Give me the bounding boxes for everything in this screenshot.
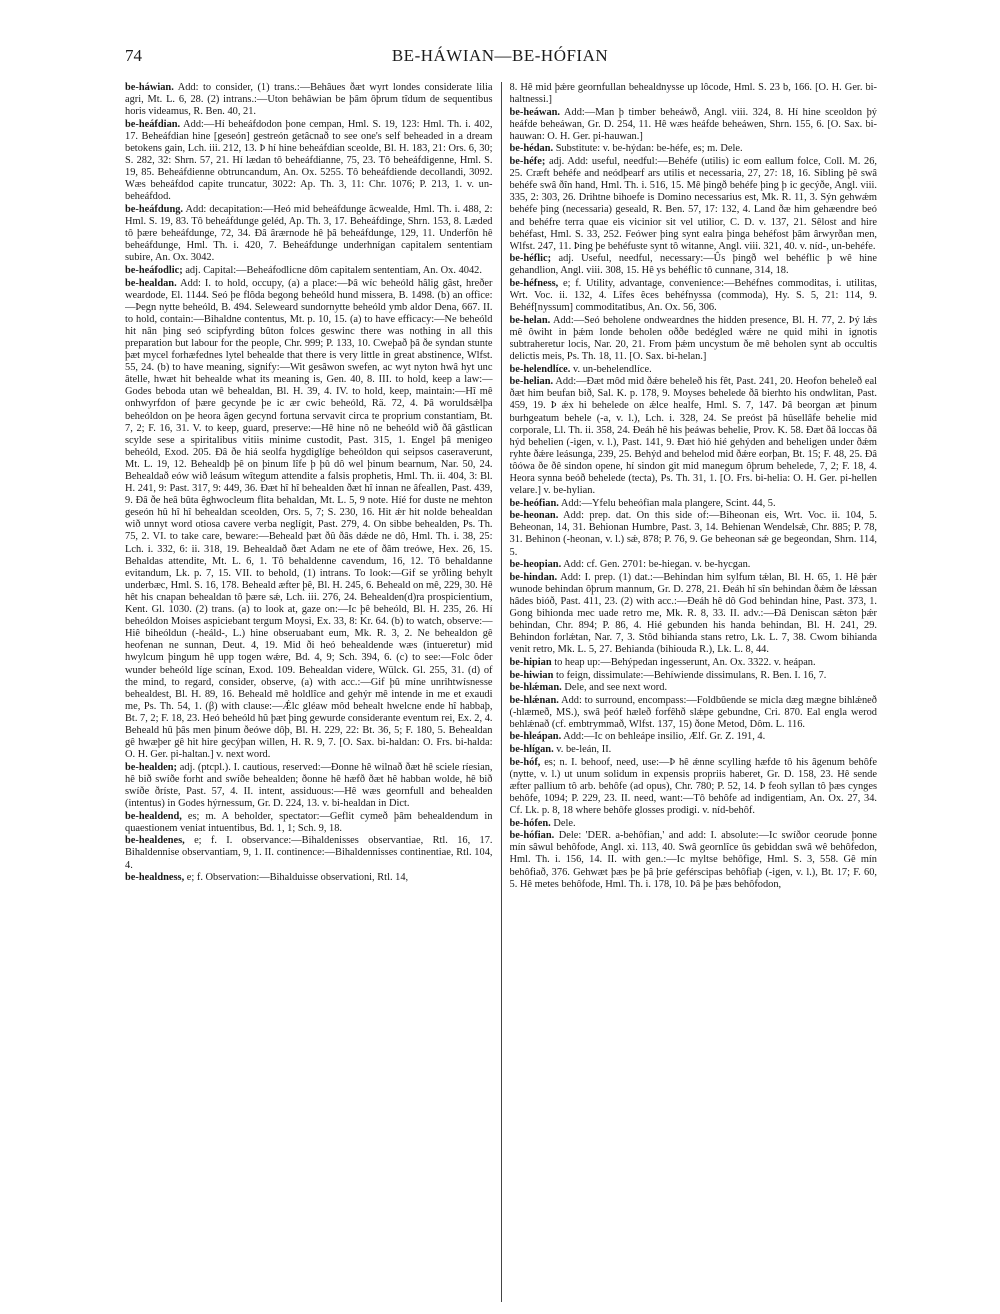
dictionary-entry bbox=[510, 364, 878, 376]
dictionary-entry bbox=[125, 82, 493, 118]
dictionary-entry bbox=[125, 835, 493, 871]
entry-headword: be-héfness, bbox=[509, 278, 559, 289]
entry-text: v. un-behelendlíce. bbox=[570, 363, 652, 375]
entry-headword: be-hófen. bbox=[509, 817, 551, 829]
right-column bbox=[510, 82, 878, 1302]
entry-text: Add:—Hí beheáfdodon þone cempan, Hml. S. 19, 123: Hml. Th. i. 402, 17. Beheáfdian hine [geseón] gestreón getâcnað to see one's self beheaded in a dream betokens gain, Lch. iii. 212, 13. Þ hí hine beheáfdian sceolde, Bl. H. 183, 21: Ors. 6, 30; S. 282, 32: Shrn. 57, 21. Hí lædan tô beheáfdianne, 75, 23. Tô beheáfdigenne, Hml. S. 19, 85. Beheáfdienne obtruncandum, An. Ox. 5255. Tô beheáfdiende decollandi, 3092. Wæs beheáfdod capite truncatur, 3022: Ap. Th. 3, 11: Chr. 1076; P. 213, 1. v. un-beheáfdod. bbox=[125, 118, 493, 203]
entry-headword: be-healdend, bbox=[125, 810, 182, 822]
entry-headword: be-helian. bbox=[509, 376, 554, 388]
dictionary-entry bbox=[510, 376, 878, 497]
entry-headword: be-heáwan. bbox=[509, 106, 561, 118]
entry-headword: be-hóf, bbox=[509, 756, 541, 768]
dictionary-entry bbox=[510, 82, 878, 106]
entry-headword: be-hédan. bbox=[509, 143, 554, 155]
entry-text: v. be-leán, II. bbox=[553, 744, 612, 756]
entry-text: e; f. Utility, advantage, convenience:—Behéfnes commoditas, i. utilitas, Wrt. Voc. ii. 132, 4. Lîfes êces behéfnyssa (commoda), Hy. S. 5, 21: 114, 9. Behéf[nyssum] commoditatibus, An. Ox. 56, 306. bbox=[509, 278, 877, 314]
entry-headword: be-heáfdung. bbox=[125, 203, 184, 215]
entry-text: e; f. I. observance:—Bihaldenisses observantiae, Rtl. 16, 17. Bihaldennise observantiam, 9, 1. II. continence:—Bihaldennisses continentiae, Rtl. 104, 4. bbox=[125, 835, 493, 871]
dictionary-entry bbox=[510, 731, 878, 743]
entry-text: Add: I. prep. (1) dat.:—Behindan him sylfum tǽlan, Bl. H. 65, 1. Hê þǽr wunode behindan ôþrum mannum, Gr. D. 278, 21. Ðeáh hî sîn behindan ðǽm ðe lǽssan hâdes bióð, Past. 411, 23. (2) with acc.:—Ðeáh hê dô God behindan hine, Past. 373, 1. Gong bihionda mec uade retro me, Mk. R. 8, 33. II. adv.:—Ðâ Deniscan sǽton þǽr behindan, Chr. 894; P. 86, 4. Hié gebunden his handa behindan, Bl. H. 241, 29. Behindon forlǽtan, Nar. 7, 3. Stôd bihianda stans retro, Lk. L. 7, 38. Cwom bihianda venit retro, Mk. L. 5, 27. Behianda (bihiouda R.), Lk. L. 8, 44. bbox=[509, 571, 877, 656]
left-column bbox=[125, 82, 493, 1302]
page-header bbox=[125, 46, 875, 70]
entry-text: Dele, and see next word. bbox=[561, 682, 668, 694]
entry-text: Add:—Yfelu beheófian mala plangere, Scint. 44, 5. bbox=[558, 497, 776, 509]
dictionary-entry bbox=[125, 119, 493, 204]
dictionary-entry bbox=[510, 757, 878, 817]
dictionary-entry bbox=[510, 682, 878, 694]
dictionary-entry bbox=[510, 498, 878, 510]
entry-headword: be-hlǽnan. bbox=[509, 694, 559, 706]
entry-headword: be-heáfdian. bbox=[125, 118, 181, 130]
page-number: 74 bbox=[125, 46, 142, 65]
dictionary-entry bbox=[510, 278, 878, 314]
entry-headword: be-healdan. bbox=[125, 277, 177, 289]
entry-text: e; f. Observation:—Bihalduisse observationi, Rtl. 14, bbox=[184, 872, 409, 884]
entry-headword: be-heófian. bbox=[509, 497, 559, 509]
entry-headword: be-hiwian bbox=[509, 669, 554, 681]
dictionary-entry bbox=[510, 510, 878, 558]
entry-headword: be-héflic; bbox=[509, 253, 552, 265]
dictionary-entry bbox=[510, 156, 878, 253]
entry-headword: be-helan. bbox=[509, 314, 551, 326]
entry-headword: be-healdness, bbox=[125, 872, 185, 884]
dictionary-entry bbox=[510, 572, 878, 657]
entry-text: adj. Useful, needful, necessary:—Ûs þingð wel behéflic þ wê hine gehandlion, Angl. viii. 308, 15. Hê ys behéflic tô cunnane, 314, 18. bbox=[509, 253, 877, 277]
dictionary-entry bbox=[510, 315, 878, 363]
entry-text: Add: decapitation:—Heó mid beheáfdunge âcwealde, Hml. Th. i. 488, 2: Hml. S. 19, 83. Tô beheáfdunge geléd, Ap. Th. 3, 17. Beheáfdinge, Shrn. 153, 8. Læded tô þære beheáfdunge, 72, 34. Ðâ ârærnode hê þâ beheáfdunge, 129, 11. Underfôn hê beheáfdunge, Hml. Th. i. 420, 7. Beheáfdunge underhnígan capitalem sententiam subire, An. Ox. 3042. bbox=[125, 203, 493, 264]
dictionary-entry bbox=[510, 107, 878, 143]
dictionary-entry bbox=[125, 204, 493, 264]
column-divider bbox=[501, 82, 502, 1302]
entry-text: Add: prep. dat. On this side of:—Biheonan eis, Wrt. Voc. ii. 104, 5. Beheonan, 14, 31. Behionan Humbre, Past. 3, 14. Behienan Wendelsǽ, Chr. 885; P. 78, 31. Behinon (-heonan, v. l.) sǽ, 878; P. 76, 9. Ge beheonan sǽ ge begeondan, Shrn. 114, 5. bbox=[509, 510, 877, 558]
entry-headword: be-heáfodlic; bbox=[125, 264, 183, 276]
dictionary-entry bbox=[510, 657, 878, 669]
entry-headword: be-hipian bbox=[509, 656, 552, 668]
dictionary-entry bbox=[510, 253, 878, 277]
dictionary-entry bbox=[510, 143, 878, 155]
dictionary-entry bbox=[125, 811, 493, 835]
entry-text: Dele: 'DER. a-behôfian,' and add: I. absolute:—Ic swíðor ceorude þonne mín sâwul behôfode, Angl. xi. 113, 40. Swâ geornlîce ûs gebiddan swâ wê behôfedon, Hml. Th. i. 156, 14. II. with gen.:—Ic myltse behôfige, Hml. S. 3, 558. Gê mín behôfiað, 376. Gehwæt þæs þe þâ þríe geférscipas behôfiaþ (-igen, v. l.), Bt. 17; F. 60, 5. Hê metes behôfode, Hml. Th. i. 178, 10. Þâ þe þæs behôfodon, bbox=[509, 830, 877, 890]
entry-headword: be-hleápan. bbox=[509, 731, 562, 743]
entry-text: Add:—Man þ timber beheáwð, Angl. viii. 324, 8. Hí hine sceoldon þý heáfde beheáwan, Gr. D. 254, 11. Hê wæs heáfde beheáwen, Shrn. 155, 6. [O. Sax. bi-hauwan: O. H. Ger. pi-hauwan.] bbox=[509, 106, 877, 142]
entry-text: Substitute: v. be-hýdan: be-héfe, es; m. Dele. bbox=[553, 143, 743, 155]
entry-text: to heap up:—Behýpedan ingesserunt, An. Ox. 3322. v. heápan. bbox=[551, 656, 816, 668]
entry-text: Add:—Seó beholene ondweardnes the hidden presence, Bl. H. 77, 2. Þý lǽs mê ôwiht in þǽm londe beholen oððe bedégled wǽre ne quid mihi in ignotis subtraheretur locis, Nar. 20, 21. From þǽm uncystum ðe mê beholen synt ab occultis delictis meis, Ps. Th. 18, 11. [O. Sax. bi-helan.] bbox=[509, 314, 877, 363]
dictionary-entry bbox=[510, 744, 878, 756]
dictionary-entry bbox=[510, 830, 878, 890]
entry-text: es; m. A beholder, spectator:—Geflit cymeð þâm behealdendum in quaestionem veniat intuentibus, Bd. 1, 1; Sch. 9, 18. bbox=[125, 810, 493, 834]
running-head: BE-HÁWIAN—BE-HÓFIAN bbox=[391, 46, 609, 65]
entry-text: Dele. bbox=[550, 817, 576, 829]
entry-text: Add: to surround, encompass:—Foldbûende se micla dæg mægne bihlǽneð (-hlæmeð, MS.), swâ þeóf hæleð forfêhð slǽpe gebundne, Cri. 870. Eal engla werod behlǽnað (cf. embtrymmað, Wlfst. 137, 15) ðone Metod, Dôm. L. 116. bbox=[509, 694, 877, 730]
entry-text: Add:—Ðæt môd mid ðǽre beheleð his fêt, Past. 241, 20. Heofon beheleð eal ðæt him beufan bið, Sal. K. p. 178, 9. Moyses behelede ðâ bierhto his ondwlitan, Past. 459, 19. Þ ǽx hi behelede on ǽlce healfe, Hml. S. 7, 147. Þâ beorgan æt þinum burhgeatum behele (-a, v. l.), Lch. i. 328, 24. Se preóst þâ hûsellâfe behelie mid corporale, Ll. Th. ii. 358, 24. Ðeáh hê his þeáwas behelie, Prov. K. 58. Ðæt ðâ loccas ðâ hýd behelien (-igen, v. l.), Past. 141, 9. Ðæt hió hié gehýden and beheligen under ðǽm ryhte ðǽre leásunga, 239, 25. Behýd and behelod mid ðǽre eorþan, Bt. 15; F. 48, 25. Ðâ tôówa ðe ðê sindon opene, hí sindon git mid manegum ôþrum behelede, 7, 2; F. 18, 4. Heora synna beóð behelede (tecta), Ps. Th. 31, 1. [O. Frs. bi-helia: O. H. Ger. pi-hellen velare.] v. be-hylian. bbox=[509, 376, 877, 497]
dictionary-entry bbox=[125, 265, 493, 277]
dictionary-entry bbox=[510, 695, 878, 731]
dictionary-entry bbox=[125, 278, 493, 762]
entry-text: adj. (ptcpl.). I. cautious, reserved:—Ðonne hê wilnað ðæt hê sciele ríesian, hê bið swíðe forht and swíðe behealden; ðonne hê hæfð ðæt hê habban wolde, hê bið swíðe ðríste, Past. 57, 4. II. intent, assiduous:—Hê wæs geornfull and behealden (intentus) in Godes hýrnessum, Gr. D. 224, 13. v. bi-healdan in Dict. bbox=[125, 761, 493, 810]
dictionary-entry bbox=[125, 872, 493, 884]
entry-headword: be-héfe; bbox=[509, 156, 546, 168]
entry-text: Add:—Ic on behleápe insilio, Ælf. Gr. Z. 191, 4. bbox=[561, 731, 766, 743]
dictionary-entry bbox=[510, 559, 878, 571]
entry-headword: be-hlǽman. bbox=[509, 682, 562, 694]
entry-headword: be-hlígan. bbox=[509, 744, 554, 756]
entry-headword: be-healden; bbox=[125, 761, 177, 773]
entry-text: 8. Hê mid þǽre geornfullan behealdnysse up lôcode, Hml. S. 23 b, 166. [O. H. Ger. bi-haltnessi.] bbox=[509, 82, 877, 106]
entry-headword: be-heonan. bbox=[509, 510, 559, 522]
entry-headword: be-helendlíce. bbox=[509, 363, 571, 375]
entry-headword: be-healdenes, bbox=[125, 835, 185, 847]
entry-text: Add: I. to hold, occupy, (a) a place:—Þâ wíc beheóld hâlig gâst, hreðer weardode, El. 1144. Seó þe flôda begong beheóld hund missera, B. 1498. (b) an office:—Þegn nytte beheóld, B. 494. Seleweard sundornytte beheóld ymb aldor Dena, 667. II. to hold, contain:—Bihaldne contentus, Mt. p. 10, 15. (a) to have efficacy:—Ne beheóld hit nân þing seó scipfyrding bûton folces geswinc there was nothing in all this preparation but labour for the people, Chr. 999; P. 133, 10. Cweþað þâ ðe syndan stunte þæt mycel forhæfednes lytel behealde that there is very little in great abstinence, Wlfst. 55, 24. (b) to have meaning, signify:—Wit gesâwon swefen, ac wyt nyton hwâ hyt unc âtelle, hwæt hit behealde what its meaning is, Gen. 40, 8. III. to hold, keep a law:—Godes beboda utan wê behealdan, Bl. H. 39, 4. IV. to hold, keep, maintain:—Hî mê onhwyrfdon of þære gecynde þe ic ær cwic beheóld, Rä. 72, 4. Þâ woruldsǽlþa beheóldon on þe heora âgen gecynd fortuna servavit circa te proprium constantiam, Bt. 7, 2; F. 16, 31. V. to keep, guard, preserve:—Hê hine nô ne beheóld wið ðâ gâstlican scylde sese a spiritalibus vitiis minime custodit, Past. 315, 1. Engel þâ menigeo beheóld, Exod. 205. Ðâ ðe hiá seolfa hygdiglíge beheóldon qui seipsos caseraverunt, Mt. L. 19, 12. Behealdþ þê on þinum lîfe þ þû dô wel þinum bearnum, Nar. 50, 24. Behealdað eów wið leásum wîtegum attendite a falsis prophetis, Hml. Th. ii. 404, 3: Bl. H. 241, 9: Past. 317, 9: 449, 36. Ðæt hî hî behealden ðæt hî innan ne âfeallen, Past. 439, 9. Ðâ ðe heâ bûta êghwocleum flita behaldan, Mt. L. 5, 9 note. Híé for duste ne mehton geseón hû hî hî behealdan sceolden, Ors. 5, 7; S. 230, 16. Hit ǽr hit nolde behealdan wið unnyt word otiosa cavere verba neglígit, Past. 279, 4. On sibbe behealden, Ps. Th. 75, 2. VI. to take care, beware:—Beheald þæt ðû ðâs dǽde ne dô, Hml. Th. i. 38, 25: Lch. i. 332, 6: ii. 318, 19. Behealdað ðæt Adam ne ete of ðâm treówe, Hex. 26, 15. Behaldas attendite, Mt. L. 6, 1. Tô behaldenne cavendum, 16, 12. Tô behaldanne evitandum, Lk. p. 7, 15. VII. to behold, (1) intrans. To look:—Gif se yrðling behylt underbæc, Hml. S. 16, 178. Beheald æfter þê, Bl. H. 245, 6. Beheald on mê, 229, 30. Hê hêt his cnapan behealdan tô þære sǽ, Lch. iii. 276, 24. Behealden(d)ra prospicientium, Kent. Gl. 1030. (2) trans. (a) to look at, gaze on:—Ic þê beheóld, Bl. H. 235, 26. Hí beheóldon Moises aspiciebant tergum Moysi, Ex. 33, 8: Kr. 64. (b) to watch, observe:—Hiê biheóldun (-heáld-, L.) hine obseruabant eum, Mk. R. 3, 2. Ne behealdon gê heofenan ne sunnan, Deut. 4, 19. Mid ði heó behealdende wæs (intueretur) mid hwylcum þingum hê upp togen wǽre, Bd. 4, 9; Sch. 394, 6. (c) to see:—Folc ôder wunder beheóld líge scínan, Exod. 109. Behealdan videre, Wülck. Gl. 255, 31. (d) of the mind, to regard, consider, observe, (a) with acc.:—Gif þû míne unrihtwísnesse behealdest, Bl. H. 89, 16. Beheald mê holdlîce and gehýr mê intende in me et exaudi me, Ps. Th. 54, 1. (β) with clause:—Ǽlc gléaw môd behealt hwelcne ende hî habbaþ, Bt. 7, 2; F. 18, 23. Heó beheóld hû þæt þing gewurde considerante eventum rei, Ex. 2, 4. Beheald hû þâs men þinum ðeówe dôþ, Bl. H. 229, 22: Bt. 36, 5; F. 180, 5. Behealdan gê hwæþer gê hit hire gecýþan willen, H. R. 9, 7. [O. Sax. bi-haldan: O. Frs. bi-halda: O. H. Ger. pi-haltan.] v. next word. bbox=[125, 277, 493, 761]
entry-text: Add: to consider, (1) trans.:—Behâues ðæt wyrt londes considerate lilia agri, Mt. L. 6, 28. (2) intrans.:—Uton behâwian be þâm ôþrum tîdum de sequentibus horis videamus, R. Ben. 40, 21. bbox=[125, 82, 493, 118]
entry-headword: be-háwian. bbox=[125, 82, 174, 93]
entry-text: Add: cf. Gen. 2701: be-hiegan. v. be-hycgan. bbox=[561, 559, 751, 571]
entry-headword: be-hindan. bbox=[509, 571, 558, 583]
dictionary-entry bbox=[125, 762, 493, 810]
entry-text: es; n. I. behoof, need, use:—Þ hê ǽnne scylling hæfde tô his âgenum behôfe (nytte, v. l.) ut unum solidum in expensis propriis haberet, Gr. D. 158, 23. Hê sende æfter pallium tô arb. behôfe (ad opus), Chr. 780; P. 52, 14. Þ feoh syllan tô þæs cynges behôfe, 1094; P. 229, 23. II. need, want:—Tô behôfe ad indigentiam, An. Ox. 27, 34. Cf. Lk. p. 8, 18 where behôfe glosses prodigi. v. níd-behôf. bbox=[509, 756, 877, 817]
dictionary-entry bbox=[510, 670, 878, 682]
entry-text: adj. Capital:—Beheáfodlicne dôm capitalem sententiam, An. Ox. 4042. bbox=[182, 264, 482, 276]
dictionary-entry bbox=[510, 818, 878, 830]
entry-text: to feign, dissimulate:—Behíwiende dissimulans, R. Ben. I. 16, 7. bbox=[553, 669, 827, 681]
text-columns bbox=[125, 82, 877, 1302]
entry-headword: be-heopian. bbox=[509, 559, 562, 571]
entry-headword: be-hófian. bbox=[509, 830, 555, 842]
entry-text: adj. Add: useful, needful:—Behéfe (utilis) ic eom eallum folce, Coll. M. 26, 25. Cræft behéfe and neódþearf ars utilis et necessaria, 27, 27: 18, 16. Sibling þê swâ behéfe swâ ðîn hand, Hml. Th. i. 516, 15. Mê þingð behéfe þing þ ic gecýðe, Angl. viii. 335, 2: 303, 26. Drihtne bihoefe is Domino necessarius est, Mk. R. 11, 3. Sýn gehwǽm behéfe þing (necessaria) geseald, R. Ben. 57, 17: 132, 4. Land ðæ him gehæendre beó and behéfre terra quae eis vicinior sit vel utilior, C. D. v. 137, 21. Sêlost and hire behéfast, Hml. S. 33, 252. Feówer þing synt ealra þinga behéfost þâm ârwyrðan men, Wlfst. 247, 11. Þing þe behéfuste synt tô witanne, Angl. viii. 321, 40. v. níd-, un-behéfe. bbox=[509, 156, 877, 252]
